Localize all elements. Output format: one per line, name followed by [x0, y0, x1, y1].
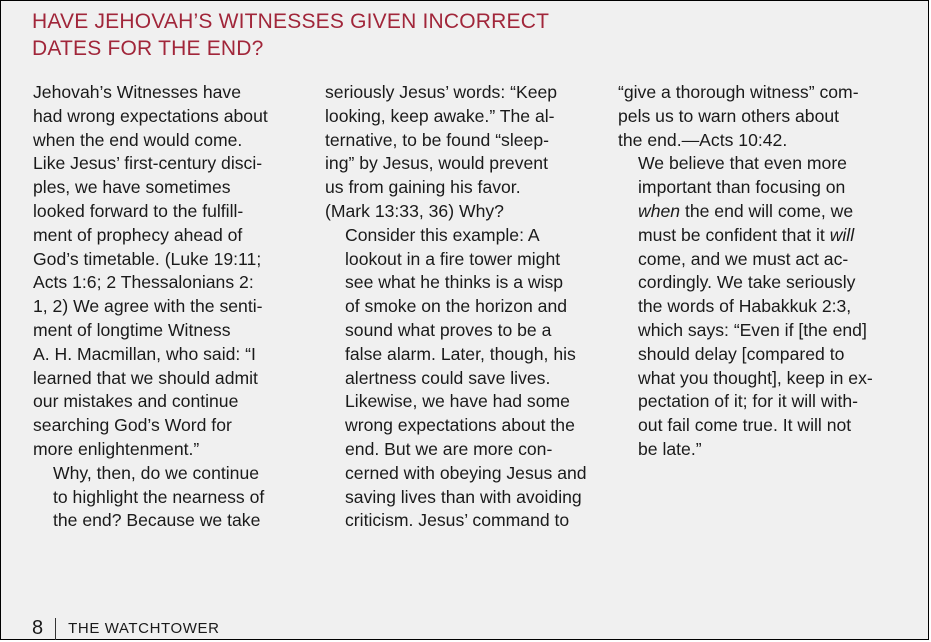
- text-line: the end? Because we take: [53, 510, 261, 531]
- text-line: lookout in a fire tower might: [345, 248, 561, 269]
- text-line: criticism. Jesus’ command to: [345, 510, 570, 531]
- text-line: alertness could save lives.: [345, 367, 551, 388]
- text-line: out fail come true. It will not: [638, 415, 852, 436]
- text-line: 1, 2) We agree with the senti-: [33, 296, 263, 317]
- text-line: ment of prophecy ahead of: [33, 224, 243, 245]
- text-line: to highlight the nearness of: [53, 486, 265, 507]
- page-footer: [32, 617, 220, 640]
- text-line: We believe that even more: [638, 153, 847, 174]
- text-line: ing” by Jesus, would prevent: [325, 153, 548, 174]
- text-line: be late.”: [638, 438, 702, 459]
- text-line: searching God’s Word for: [33, 415, 232, 436]
- text-line: pels us to warn others about: [618, 105, 840, 126]
- text-column-2: [325, 81, 597, 533]
- text-line: the end.—Acts 10:42.: [618, 129, 788, 150]
- text-line: Why, then, do we continue: [53, 462, 260, 483]
- paragraph: [325, 224, 597, 391]
- text-line: our mistakes and continue: [33, 391, 239, 412]
- paragraph: [325, 81, 597, 224]
- text-line: which says: “Even if [the end]: [638, 319, 867, 340]
- paragraph: [33, 81, 305, 462]
- text-line: ples, we have sometimes: [33, 177, 231, 198]
- article-heading: [32, 8, 552, 62]
- text-line: Likewise, we have had some: [345, 391, 570, 412]
- text-line: what you thought], keep in ex-: [638, 367, 873, 388]
- text-line: ment of longtime Witness: [33, 319, 231, 340]
- heading-line-2: DATES FOR THE END?: [32, 37, 264, 60]
- text-line: wrong expectations about the: [345, 415, 575, 436]
- heading-line-1: HAVE JEHOVAH’S WITNESSES GIVEN INCORRECT: [32, 10, 550, 33]
- page-number: 8: [32, 617, 44, 639]
- text-line: had wrong expectations about: [33, 105, 268, 126]
- paragraph: [33, 462, 305, 533]
- text-line: sound what proves to be a: [345, 319, 552, 340]
- text-line: see what he thinks is a wisp: [345, 272, 564, 293]
- text-column-1: [33, 81, 305, 533]
- text-column-3: [618, 81, 890, 462]
- text-line: of smoke on the horizon and: [345, 296, 568, 317]
- text-line: important than focusing on: [638, 177, 846, 198]
- text-line: A. H. Macmillan, who said: “I: [33, 343, 256, 364]
- text-line: Like Jesus’ first-century disci-: [33, 153, 263, 174]
- text-line: Jehovah’s Witnesses have: [33, 82, 241, 102]
- text-line: us from gaining his favor.: [325, 177, 521, 198]
- text-line: looking, keep awake.” The al-: [325, 105, 555, 126]
- text-line: (Mark 13:33, 36) Why?: [325, 200, 504, 221]
- paragraph: [325, 390, 597, 533]
- text-line: learned that we should admit: [33, 367, 258, 388]
- text-line: “give a thorough witness” com-: [618, 82, 859, 102]
- paragraph: [618, 152, 890, 461]
- text-line: more enlightenment.”: [33, 438, 200, 459]
- text-line: God’s timetable. (Luke 19:11;: [33, 248, 262, 269]
- text-line: saving lives than with avoiding: [345, 486, 582, 507]
- text-line: come, and we must act ac-: [638, 248, 849, 269]
- text-line: end. But we are more con-: [345, 438, 553, 459]
- footer-divider: [55, 618, 56, 640]
- text-line: cerned with obeying Jesus and: [345, 462, 587, 483]
- text-line: false alarm. Later, though, his: [345, 343, 576, 364]
- text-line: Acts 1:6; 2 Thessalonians 2:: [33, 272, 254, 293]
- text-line: when the end will come, we: [638, 200, 854, 221]
- text-line: looked forward to the fulfill-: [33, 200, 244, 221]
- text-line: must be confident that it will: [638, 224, 855, 245]
- text-line: cordingly. We take seriously: [638, 272, 856, 293]
- text-line: when the end would come.: [33, 129, 243, 150]
- text-line: the words of Habakkuk 2:3,: [638, 296, 852, 317]
- text-line: Consider this example: A: [345, 224, 540, 245]
- paragraph: [618, 81, 890, 152]
- text-line: should delay [compared to: [638, 343, 845, 364]
- text-line: pectation of it; for it will with-: [638, 391, 858, 412]
- text-line: ternative, to be found “sleep-: [325, 129, 549, 150]
- text-line: seriously Jesus’ words: “Keep: [325, 82, 558, 102]
- publication-title: THE WATCHTOWER: [68, 620, 220, 637]
